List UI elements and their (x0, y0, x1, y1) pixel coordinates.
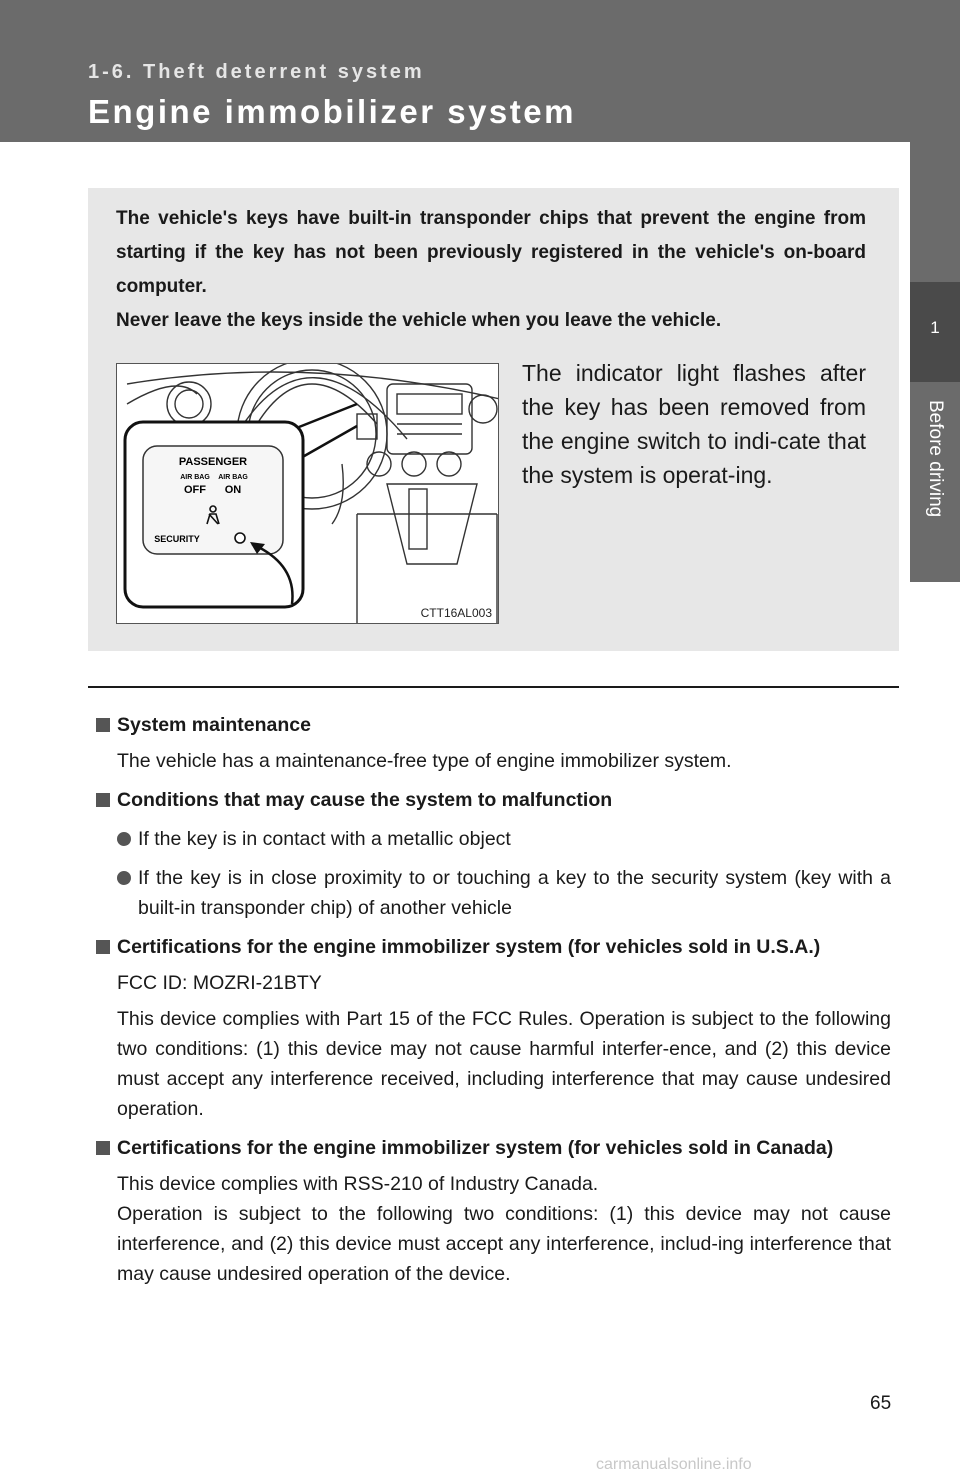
circle-bullet-icon (117, 871, 131, 885)
airbag-off-label: OFF (184, 484, 206, 496)
watermark[interactable]: carmanualsonline.info (596, 1456, 752, 1473)
security-label: SECURITY (154, 534, 200, 544)
malfunction-heading: Conditions that may cause the system to malfunction (96, 785, 891, 815)
list-item: If the key is in close proximity to or touching a key to the security system (key with a built-in transponder chip) of another vehicle (96, 863, 891, 923)
canada-text-2: Operation is subject to the following two conditions: (1) this device may not cause interference, and (2) this device must accept any interference, includ-ing interference that may cause undesired operation of the device. (117, 1203, 891, 1285)
section-divider (88, 686, 899, 688)
page-title: Engine immobilizer system (88, 93, 576, 130)
list-item: If the key is in contact with a metallic object (96, 824, 891, 854)
fcc-id: FCC ID: MOZRI-21BTY (117, 972, 322, 994)
side-bar-label (910, 382, 960, 582)
maintenance-heading: System maintenance (96, 710, 891, 740)
figure-code: CTT16AL003 (420, 606, 492, 620)
circle-bullet-icon (117, 832, 131, 846)
panel-title: PASSENGER (178, 456, 248, 468)
intro-text (116, 202, 866, 338)
side-bar-top (910, 142, 960, 282)
square-bullet-icon (96, 1141, 110, 1155)
usa-heading: Certifications for the engine immobilizer system (for vehicles sold in U.S.A.) (96, 932, 891, 962)
canada-text-1: This device complies with RSS-210 of Industry Canada. (117, 1173, 599, 1195)
dashboard-illustration (116, 363, 499, 624)
chapter-label: Before driving (925, 400, 946, 518)
usa-text: This device complies with Part 15 of the FCC Rules. Operation is subject to the following two conditions: (1) this device may not cause harmful interfer-ence, and (2) this device must accept any interference received, including interference that may cause undesired operation. (117, 1008, 891, 1120)
chapter-number: 1 (930, 318, 940, 337)
intro-line-1: The vehicle's keys have built-in transponder chips that prevent the engine from starting if the key has not been previously registered in the vehicle's on-board computer. (116, 208, 866, 297)
section-label: 1-6. Theft deterrent system (88, 61, 425, 83)
square-bullet-icon (96, 793, 110, 807)
airbag-left-label: AIR BAG (180, 474, 210, 481)
canada-heading: Certifications for the engine immobilizer system (for vehicles sold in Canada) (96, 1133, 891, 1163)
chapter-tab[interactable] (910, 282, 960, 382)
figure-caption: The indicator light flashes after the key has been removed from the engine switch to indi-cate that the system is operat-ing. (522, 360, 866, 488)
maintenance-text: The vehicle has a maintenance-free type of engine immobilizer system. (117, 750, 732, 772)
airbag-right-label: AIR BAG (218, 474, 248, 481)
square-bullet-icon (96, 718, 110, 732)
security-indicator-icon (235, 533, 245, 543)
body-content (96, 710, 891, 1289)
airbag-on-label: ON (224, 484, 242, 496)
page-number: 65 (870, 1393, 892, 1414)
page-header (0, 0, 960, 142)
intro-line-2: Never leave the keys inside the vehicle when you leave the vehicle. (116, 310, 722, 331)
square-bullet-icon (96, 940, 110, 954)
dashboard-drawing (117, 364, 499, 624)
intro-box (88, 188, 899, 651)
